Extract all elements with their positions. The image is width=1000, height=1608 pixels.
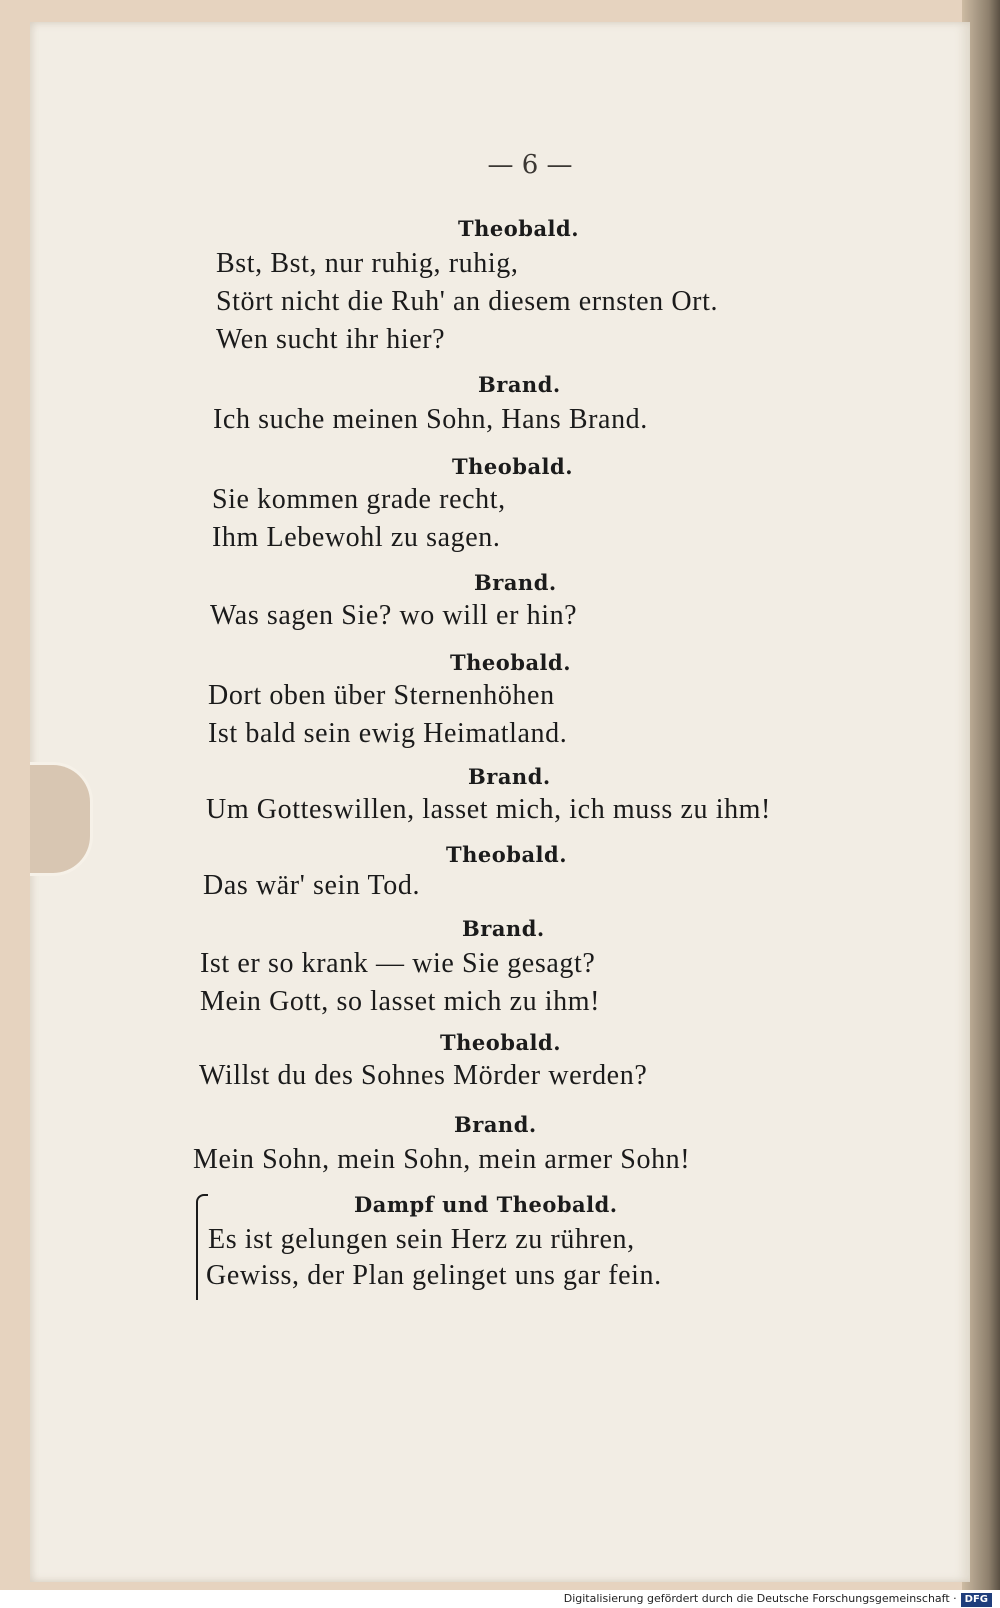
verse-line: Bst, Bst, nur ruhig, ruhig, (216, 248, 519, 279)
speaker-name: Brand. (468, 764, 551, 789)
speaker-name: Theobald. (446, 842, 568, 867)
speaker-name: Theobald. (440, 1030, 562, 1055)
verse-line: Ist bald sein ewig Heimatland. (208, 718, 568, 749)
speaker-name: Theobald. (452, 454, 574, 479)
page-tab-marker (30, 762, 93, 876)
verse-line: Ihm Lebewohl zu sagen. (212, 522, 501, 553)
verse-line: Ich suche meinen Sohn, Hans Brand. (213, 404, 648, 435)
verse-line: Wen sucht ihr hier? (216, 324, 446, 355)
verse-line: Stört nicht die Ruh' an diesem ernsten Ort. (216, 286, 719, 317)
speaker-name: Dampf und Theobald. (354, 1192, 618, 1217)
speaker-name: Theobald. (450, 650, 572, 675)
dfg-logo: DFG (961, 1593, 992, 1607)
footer-text: Digitalisierung gefördert durch die Deutsche Forschungsgemeinschaft · (563, 1592, 957, 1605)
verse-line: Mein Sohn, mein Sohn, mein armer Sohn! (193, 1144, 691, 1175)
verse-line: Was sagen Sie? wo will er hin? (210, 600, 578, 631)
verse-line: Um Gotteswillen, lasset mich, ich muss zu ihm! (206, 794, 771, 825)
verse-line: Willst du des Sohnes Mörder werden? (199, 1060, 648, 1091)
speaker-name: Brand. (478, 372, 561, 397)
verse-line: Sie kommen grade recht, (212, 484, 506, 515)
speaker-name: Brand. (454, 1112, 537, 1137)
verse-line: Mein Gott, so lasset mich zu ihm! (200, 986, 601, 1017)
footer-credit (0, 1590, 1000, 1608)
speaker-name: Brand. (462, 916, 545, 941)
verse-line: Gewiss, der Plan gelinget uns gar fein. (206, 1260, 662, 1291)
verse-line: Das wär' sein Tod. (203, 870, 421, 901)
verse-line: Ist er so krank — wie Sie gesagt? (200, 948, 596, 979)
verse-line: Dort oben über Sternenhöhen (208, 680, 555, 711)
page-number: — 6 — (487, 150, 573, 180)
speaker-name: Brand. (474, 570, 557, 595)
speaker-name: Theobald. (458, 216, 580, 241)
verse-line: Es ist gelungen sein Herz zu rühren, (208, 1224, 635, 1255)
